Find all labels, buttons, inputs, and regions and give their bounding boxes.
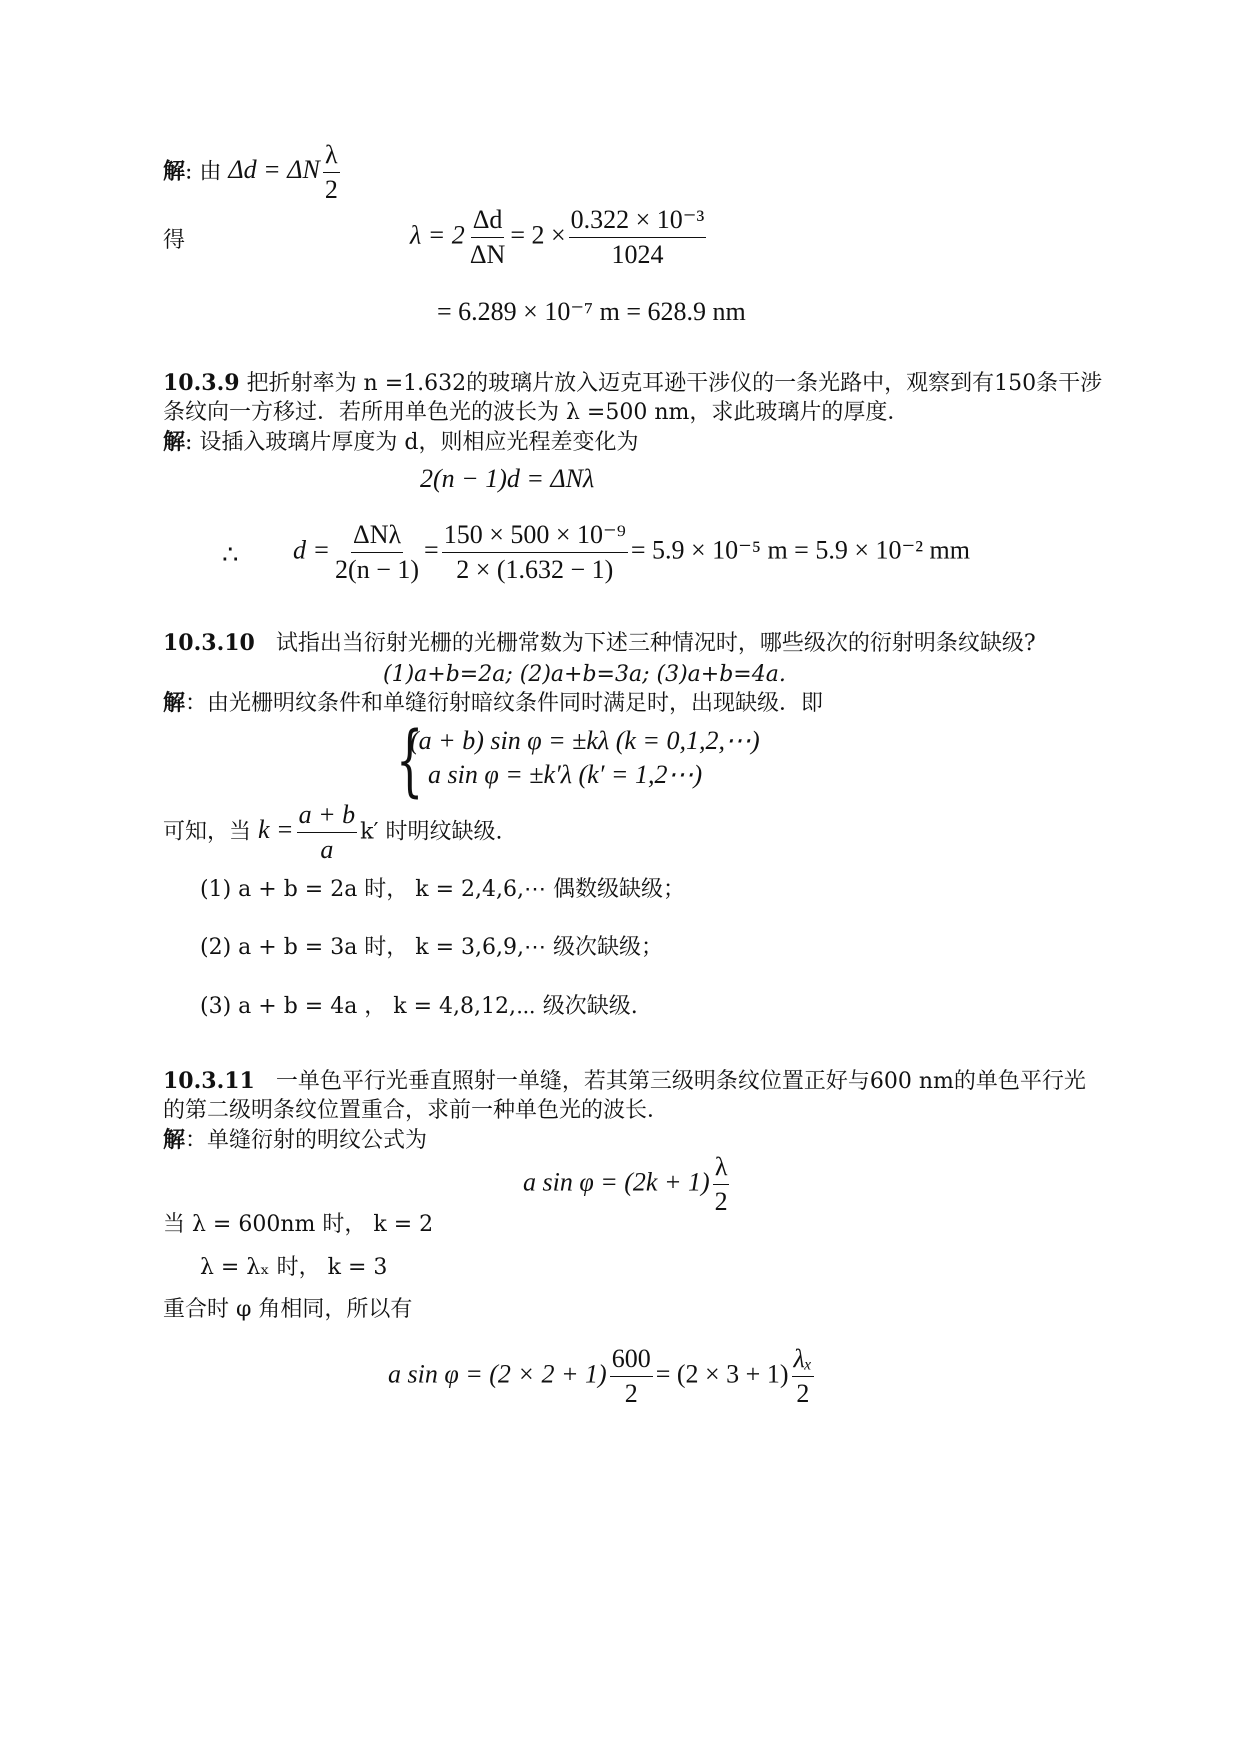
solution-10-3-9-intro: 解: 设插入玻璃片厚度为 d，则相应光程差变化为 — [163, 429, 639, 455]
question-number: 10.3.10 — [163, 630, 255, 656]
equation-lambda: λ = 2 $\frac{\Delta d}{\Delta N}$ = 2 × $\frac{\text{0.322 × 10⁻³}}{1024}$ — [410, 205, 705, 269]
case-2: (2) a + b = 3a 时， k = 3,6,9,⋯ 级次缺级； — [200, 935, 664, 960]
solution-label: 解 — [163, 690, 186, 716]
case-1: (1) a + b = 2a 时， k = 2,4,6,⋯ 偶数级缺级； — [200, 877, 686, 902]
solution-label: 解 — [163, 1127, 186, 1153]
solution-10-3-10-intro: 解：由光栅明纹条件和单缝衍射暗纹条件同时满足时，出现缺级．即 — [163, 690, 824, 716]
equation-path-difference: 2(n − 1)d = ΔNλ — [420, 464, 595, 493]
solution-text: : 由 — [185, 159, 222, 185]
question-10-3-10-line1: 10.3.10 试指出当衍射光栅的光栅常数为下述三种情况时，哪些级次的衍射明条纹缺级? — [163, 630, 1036, 656]
question-10-3-10-cases: (1)a+b=2a; (2)a+b=3a; (3)a+b=4a. — [383, 662, 786, 687]
equation-delta-d: Δd = ΔN $\frac{\lambda}{2}$ — [228, 140, 338, 204]
condition-lambda-x: λ = λₓ 时， k = 3 — [200, 1255, 388, 1280]
case-3: (3) a + b = 4a ， k = 4,8,12,⋯ 级次缺级. — [200, 994, 638, 1019]
question-number: 10.3.9 — [163, 370, 240, 396]
system-brace: { — [396, 716, 424, 806]
equation-single-slit: a sin φ = (2k + 1) $\frac{\lambda}{2}$ — [523, 1152, 728, 1216]
missing-order-condition: 可知，当 k = $\frac{a + b}{a}$ k′ 时明纹缺级. — [163, 800, 503, 864]
condition-600nm: 当 λ = 600nm 时， k = 2 — [163, 1212, 434, 1237]
equation-lambda-result: = 6.289 × 10⁻⁷ m = 628.9 nm — [437, 297, 746, 326]
question-10-3-9-line1: 10.3.9 把折射率为 n =1.632的玻璃片放入迈克耳逊干涉仪的一条光路中，观察到有150条干涉 — [163, 370, 1103, 396]
question-10-3-11-line1: 10.3.11 一单色平行光垂直照射一单缝，若其第三级明条纹位置正好与600 nm的单色平行光 — [163, 1068, 1086, 1094]
therefore-symbol: ∴ — [222, 540, 239, 569]
solution-10-3-11-intro: 解：单缝衍射的明纹公式为 — [163, 1127, 428, 1153]
solution-label: 解 — [163, 429, 186, 455]
solution-label: 解 — [163, 158, 186, 185]
de-label: 得 — [163, 228, 186, 253]
question-10-3-9-line2: 条纹向一方移过．若所用单色光的波长为 λ =500 nm，求此玻璃片的厚度． — [163, 400, 910, 425]
question-number: 10.3.11 — [163, 1068, 255, 1094]
equation-thickness: d = $\frac{\text{ΔNλ}}{2(n - 1)}$ = $\frac{\text{150 × 500 × 10⁻⁹}}{2 \times (1.632 - 1)}$ = 5.9 × 10⁻⁵ m = 5.9 × 10⁻² mm — [293, 520, 970, 584]
solution-intro-line — [163, 140, 343, 205]
overlap-statement: 重合时 φ 角相同，所以有 — [163, 1297, 413, 1322]
system-eq-slit: a sin φ = ±k′λ (k′ = 1,2⋯) — [428, 760, 703, 789]
question-10-3-11-line2: 的第二级明条纹位置重合，求前一种单色光的波长． — [163, 1098, 670, 1123]
equation-overlap: a sin φ = (2 × 2 + 1) $\frac{600}{2}$ = (2 × 3 + 1) $\frac{\text{λₓ}}{2}$ — [388, 1344, 813, 1408]
system-eq-grating: (a + b) sin φ = ±kλ (k = 0,1,2,⋯) — [410, 726, 760, 755]
